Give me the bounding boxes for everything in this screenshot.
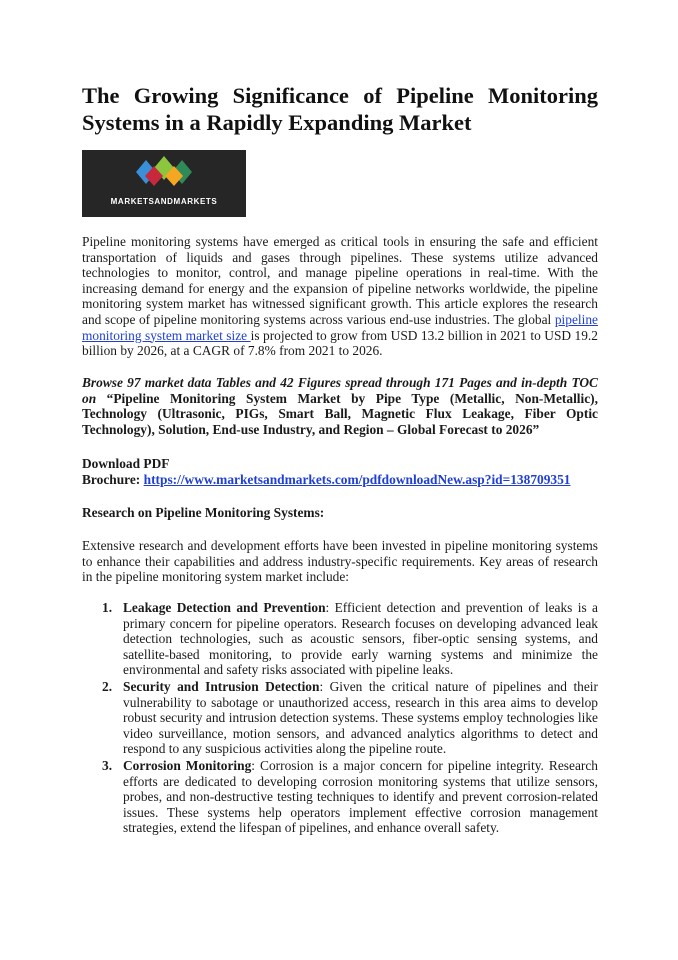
browse-report-paragraph [82,375,598,437]
intro-text-end: is projected to grow from USD 13.2 billion in 2021 to USD 19.2 billion by 2026, at a CAGR of 7.8% from 2021 to 2026. [82,327,598,359]
list-number: 2. [102,678,113,694]
brochure-link[interactable]: https://www.marketsandmarkets.com/pdfdownloadNew.asp?id=138709351 [143,471,571,487]
research-heading: Research on Pipeline Monitoring Systems: [82,505,325,520]
logo-wordmark: MARKETSANDMARKETS [110,197,218,206]
list-item [82,679,598,757]
brochure-label: Brochure: [82,471,144,487]
list-number: 1. [102,600,113,615]
download-label: Download PDF [82,456,170,471]
list-item-heading: Security and Intrusion Detection [123,678,320,694]
list-item-body: : Efficient detection and prevention of leaks is a primary concern for pipeline operators. Research focuses on developing advanced leak detection technologies, such as acoustic sensors, fiber-optic sensing systems, and satellite-based monitoring, to provide early warning systems and minimize the environmental and safety risks associated with pipeline leaks. [123,600,598,678]
list-item-body: : Corrosion is a major concern for pipeline integrity. Research efforts are dedicated to developing corrosion monitoring systems that utilize sensors, probes, and non-destructive testing techniques to identify and prevent corrosion-related issues. These systems help operators implement effective corrosion management strategies, extend the lifespan of pipelines, and enhance overall safety. [123,757,599,836]
download-brochure [82,456,598,487]
research-intro-paragraph: Extensive research and development efforts have been invested in pipeline monitoring systems to enhance their capabilities and address industry-specific requirements. Key areas of research in the pipeline monitoring system market include: [82,538,598,585]
list-number: 3. [102,757,113,773]
page-title: The Growing Significance of Pipeline Monitoring Systems in a Rapidly Expanding Market [82,83,598,135]
list-item [82,600,598,678]
list-item-heading: Leakage Detection and Prevention [123,600,326,615]
list-item-body: : Given the critical nature of pipelines and their vulnerability to sabotage or unauthorized access, research in this area aims to develop robust security and intrusion detection systems. These systems employ technologies like video surveillance, motion sensors, and advanced analytics algorithms to detect and respond to any suspicious activities along the pipeline route. [123,678,598,757]
browse-lead: Browse 97 market data Tables and 42 Figures spread through 171 Pages and in-depth TOC on [82,375,598,406]
report-title: “Pipeline Monitoring System Market by Pipe Type (Metallic, Non-Metallic), Technology (Ultrasonic, PIGs, Smart Ball, Magnetic Flux Leakage, Fiber Optic Technology), Solution, End-use Industry, and Region – Global Forecast to 2026” [82,390,598,437]
intro-paragraph [82,234,598,359]
market-size-link[interactable]: pipeline monitoring system market size [82,311,598,343]
logo-diamonds-icon [126,154,202,190]
intro-text: Pipeline monitoring systems have emerged as critical tools in ensuring the safe and efficient transportation of liquids and gases through pipelines. These systems utilize advanced technologies to monitor, control, and manage pipeline operations in real-time. With the increasing demand for energy and the expansion of pipeline networks worldwide, the pipeline monitoring system market has witnessed significant growth. This article explores the research and scope of pipeline monitoring systems across various end-use industries. The global [82,234,598,327]
list-item-heading: Corrosion Monitoring [123,757,252,773]
research-areas-list [82,600,598,837]
list-item [82,758,598,836]
marketsandmarkets-logo [82,150,246,217]
